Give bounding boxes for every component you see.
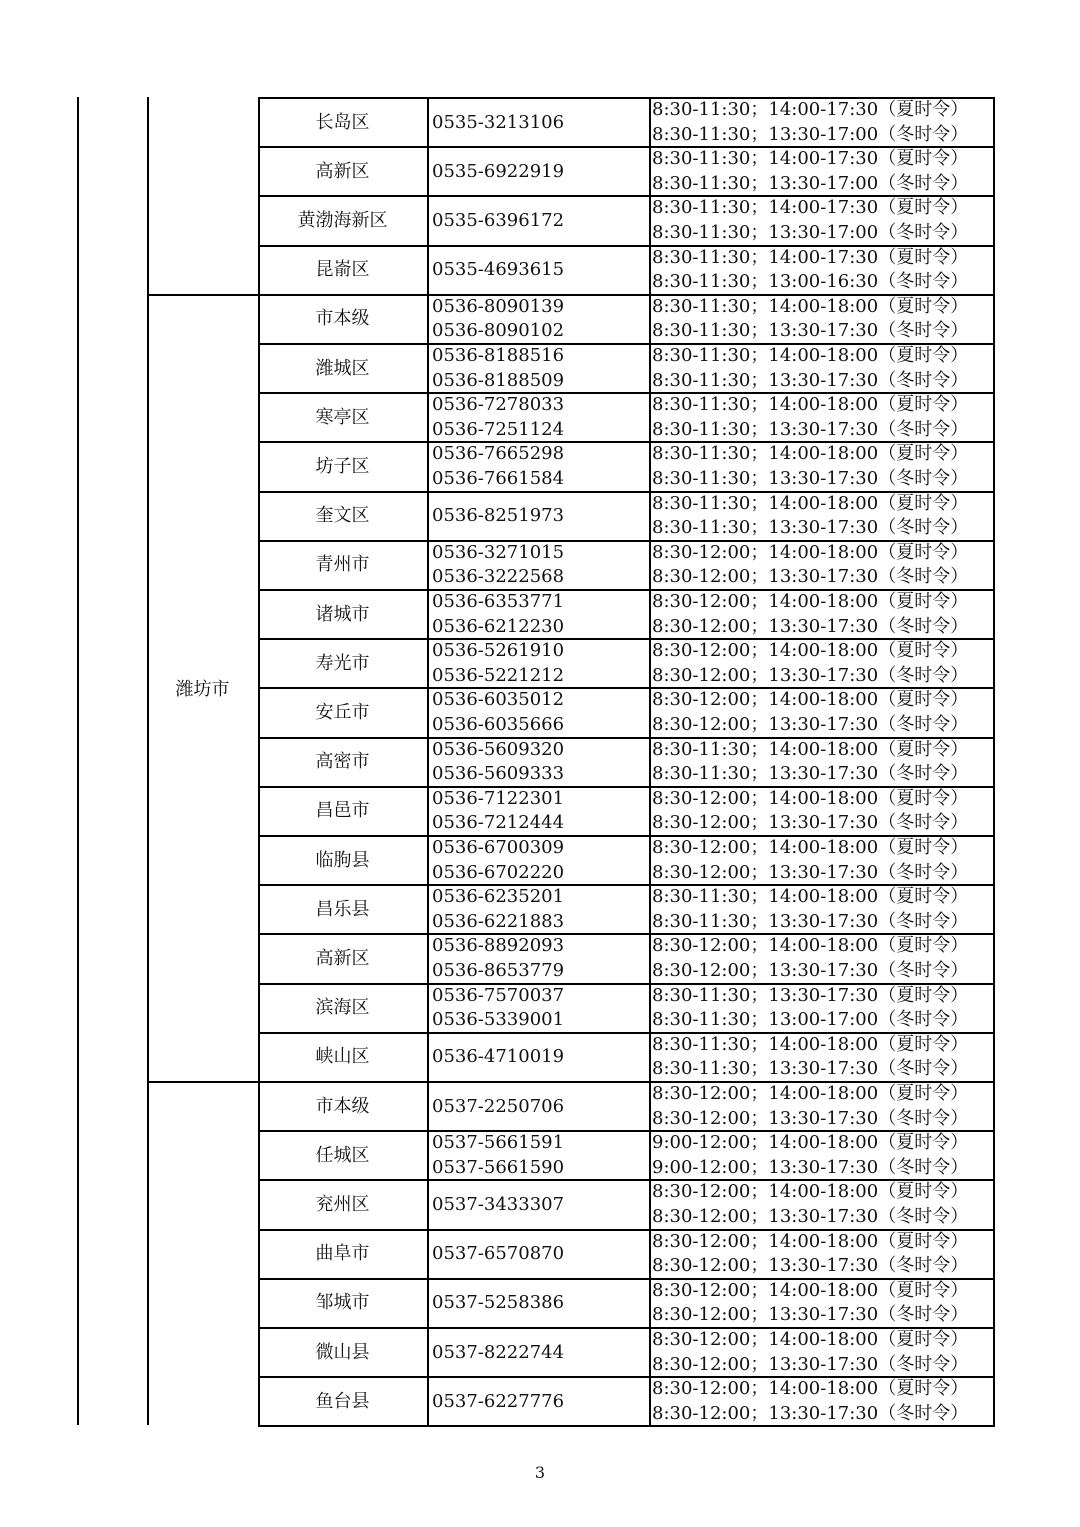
phone-number: 0537-8222744 [432, 1341, 565, 1363]
phone-number: 0536-8188516 [432, 345, 565, 366]
phone-number: 0537-5661590 [432, 1156, 565, 1178]
phone-number: 0536-8653779 [432, 959, 565, 981]
summer-hours: 8:30-12:00；14:00-18:00（夏时令） [652, 1230, 969, 1252]
winter-hours: 8:30-12:00；13:30-17:30（冬时令） [652, 1107, 969, 1129]
district-name: 昌乐县 [315, 898, 370, 920]
grid-column-line [427, 97, 429, 1426]
district-name: 坊子区 [315, 456, 370, 477]
winter-hours: 8:30-11:30；13:30-17:30（冬时令） [652, 369, 969, 391]
summer-hours: 8:30-11:30；14:00-18:00（夏时令） [652, 1033, 969, 1055]
city-column-line [147, 97, 149, 1425]
winter-hours: 8:30-11:30；13:30-17:30（冬时令） [652, 763, 969, 785]
winter-hours: 8:30-11:30；13:30-17:30（冬时令） [652, 910, 969, 932]
winter-hours: 8:30-11:30；13:30-17:30（冬时令） [652, 418, 969, 440]
winter-hours: 8:30-12:00；13:30-17:30（冬时令） [652, 959, 969, 981]
summer-hours: 8:30-12:00；14:00-18:00（夏时令） [652, 640, 969, 662]
grid-column-line [993, 97, 995, 1426]
winter-hours: 8:30-11:30；13:30-17:00（冬时令） [652, 172, 969, 194]
summer-hours: 8:30-11:30；14:00-18:00（夏时令） [652, 443, 969, 465]
district-name: 鱼台县 [315, 1390, 370, 1412]
phone-number: 0536-6353771 [432, 591, 565, 612]
phone-number: 0536-7665298 [432, 443, 565, 465]
phone-number: 0536-5261910 [432, 640, 565, 662]
phone-number: 0535-3213106 [432, 111, 565, 133]
summer-hours: 8:30-12:00；14:00-18:00（夏时令） [652, 787, 969, 809]
phone-number: 0536-8188509 [432, 369, 565, 391]
district-name: 曲阜市 [315, 1243, 370, 1265]
summer-hours: 8:30-12:00；14:00-18:00（夏时令） [652, 1329, 969, 1350]
district-name: 黄渤海新区 [297, 210, 388, 231]
district-name: 滨海区 [315, 997, 370, 1019]
page-number: 3 [534, 1463, 546, 1482]
summer-hours: 8:30-11:30；14:00-18:00（夏时令） [652, 492, 969, 514]
summer-hours: 8:30-12:00；14:00-18:00（夏时令） [652, 541, 969, 563]
district-name: 诸城市 [315, 603, 370, 625]
winter-hours: 8:30-11:30；13:30-17:30（冬时令） [652, 320, 969, 342]
winter-hours: 8:30-11:30；13:30-17:30（冬时令） [652, 467, 969, 489]
summer-hours: 8:30-11:30；14:00-18:00（夏时令） [652, 738, 969, 760]
winter-hours: 8:30-12:00；13:30-17:30（冬时令） [652, 1304, 969, 1326]
summer-hours: 8:30-11:30；14:00-18:00（夏时令） [652, 345, 969, 366]
phone-number: 0536-6702220 [432, 861, 565, 883]
phone-number: 0537-3433307 [432, 1194, 565, 1215]
district-name: 长岛区 [315, 111, 370, 133]
phone-number: 0535-6396172 [432, 210, 565, 231]
phone-number: 0536-8892093 [432, 935, 565, 957]
winter-hours: 8:30-12:00；13:30-17:30（冬时令） [652, 861, 969, 883]
winter-hours: 8:30-11:30；13:30-17:00（冬时令） [652, 221, 969, 243]
left-border-line [77, 97, 79, 1425]
phone-number: 0537-6227776 [432, 1390, 565, 1412]
district-name: 青州市 [315, 554, 370, 576]
winter-hours: 8:30-11:30；13:00-16:30（冬时令） [652, 271, 969, 293]
winter-hours: 8:30-12:00；13:30-17:30（冬时令） [652, 615, 969, 637]
district-name: 峡山区 [315, 1046, 370, 1068]
city-group-separator [147, 1081, 260, 1083]
city-group-separator [147, 294, 260, 296]
summer-hours: 8:30-11:30；13:30-17:30（夏时令） [652, 984, 969, 1006]
district-name: 奎文区 [315, 505, 370, 527]
grid-column-line [649, 97, 651, 1426]
district-name: 安丘市 [315, 702, 370, 723]
summer-hours: 8:30-12:00；14:00-18:00（夏时令） [652, 837, 969, 858]
summer-hours: 8:30-11:30；14:00-17:30（夏时令） [652, 148, 969, 170]
winter-hours: 8:30-12:00；13:30-17:30（冬时令） [652, 566, 969, 588]
summer-hours: 8:30-12:00；14:00-18:00（夏时令） [652, 591, 969, 612]
district-name: 市本级 [315, 1095, 370, 1117]
summer-hours: 8:30-12:00；14:00-18:00（夏时令） [652, 1083, 969, 1104]
phone-number: 0536-6235201 [432, 886, 565, 908]
phone-number: 0536-7278033 [432, 394, 565, 416]
phone-number: 0536-5339001 [432, 1009, 565, 1031]
district-name: 潍城区 [315, 357, 370, 379]
summer-hours: 8:30-11:30；14:00-18:00（夏时令） [652, 295, 969, 317]
winter-hours: 8:30-12:00；13:30-17:30（冬时令） [652, 1402, 969, 1424]
district-name: 邹城市 [315, 1292, 370, 1314]
phone-number: 0537-5258386 [432, 1292, 565, 1314]
winter-hours: 9:00-12:00；13:30-17:30（冬时令） [652, 1156, 969, 1178]
phone-number: 0536-6212230 [432, 615, 565, 637]
district-name: 昌邑市 [315, 800, 370, 822]
winter-hours: 8:30-11:30；13:00-17:00（冬时令） [652, 1009, 969, 1031]
winter-hours: 8:30-11:30；13:30-17:30（冬时令） [652, 1058, 969, 1080]
phone-number: 0536-7570037 [432, 984, 565, 1006]
summer-hours: 8:30-12:00；14:00-18:00（夏时令） [652, 1378, 969, 1400]
phone-number: 0536-7661584 [432, 467, 565, 489]
phone-number: 0537-2250706 [432, 1095, 565, 1117]
table-bottom-line [258, 1425, 995, 1427]
phone-number: 0535-4693615 [432, 259, 565, 281]
phone-number: 0537-6570870 [432, 1243, 565, 1265]
winter-hours: 8:30-12:00；13:30-17:30（冬时令） [652, 664, 969, 686]
district-name: 寿光市 [315, 652, 370, 674]
winter-hours: 8:30-11:30；13:30-17:00（冬时令） [652, 123, 969, 145]
district-name: 高密市 [315, 751, 370, 773]
summer-hours: 8:30-12:00；14:00-18:00（夏时令） [652, 689, 969, 711]
phone-number: 0536-6221883 [432, 910, 565, 932]
district-name: 高新区 [315, 160, 370, 182]
summer-hours: 8:30-11:30；14:00-18:00（夏时令） [652, 394, 969, 416]
phone-number: 0536-8090139 [432, 295, 565, 317]
summer-hours: 8:30-11:30；14:00-17:30（夏时令） [652, 99, 969, 120]
winter-hours: 8:30-11:30；13:30-17:30（冬时令） [652, 517, 969, 539]
phone-number: 0536-7212444 [432, 812, 565, 834]
district-name: 临朐县 [315, 849, 370, 871]
phone-number: 0536-5609333 [432, 763, 565, 785]
phone-number: 0536-5609320 [432, 738, 565, 760]
winter-hours: 8:30-12:00；13:30-17:30（冬时令） [652, 1255, 969, 1277]
phone-number: 0536-6700309 [432, 837, 565, 858]
phone-number: 0536-5221212 [432, 664, 565, 686]
district-name: 微山县 [315, 1341, 370, 1363]
summer-hours: 8:30-12:00；14:00-18:00（夏时令） [652, 1279, 969, 1301]
district-name: 寒亭区 [315, 406, 370, 428]
phone-number: 0537-5661591 [432, 1132, 565, 1154]
district-name: 昆嵛区 [315, 259, 370, 281]
district-name: 高新区 [315, 948, 370, 969]
phone-number: 0536-7122301 [432, 787, 565, 809]
summer-hours: 8:30-11:30；14:00-17:30（夏时令） [652, 246, 969, 268]
winter-hours: 8:30-12:00；13:30-17:30（冬时令） [652, 1205, 969, 1227]
phone-number: 0536-8251973 [432, 505, 565, 527]
summer-hours: 9:00-12:00；14:00-18:00（夏时令） [652, 1132, 969, 1154]
phone-number: 0536-3271015 [432, 541, 565, 563]
winter-hours: 8:30-12:00；13:30-17:30（冬时令） [652, 812, 969, 834]
phone-number: 0536-8090102 [432, 320, 565, 342]
phone-number: 0535-6922919 [432, 160, 565, 182]
phone-number: 0536-4710019 [432, 1046, 565, 1068]
winter-hours: 8:30-12:00；13:30-17:30（冬时令） [652, 1353, 969, 1375]
winter-hours: 8:30-12:00；13:30-17:30（冬时令） [652, 713, 969, 735]
summer-hours: 8:30-11:30；14:00-18:00（夏时令） [652, 886, 969, 908]
district-name: 任城区 [315, 1144, 370, 1166]
phone-number: 0536-7251124 [432, 418, 565, 440]
phone-number: 0536-6035012 [432, 689, 565, 711]
phone-number: 0536-3222568 [432, 566, 565, 588]
summer-hours: 8:30-11:30；14:00-17:30（夏时令） [652, 197, 969, 219]
district-name: 市本级 [315, 308, 370, 330]
city-name: 潍坊市 [175, 679, 230, 701]
phone-number: 0536-6035666 [432, 713, 565, 735]
district-name: 兖州区 [315, 1194, 370, 1215]
summer-hours: 8:30-12:00；14:00-18:00（夏时令） [652, 1181, 969, 1203]
summer-hours: 8:30-12:00；14:00-18:00（夏时令） [652, 935, 969, 957]
